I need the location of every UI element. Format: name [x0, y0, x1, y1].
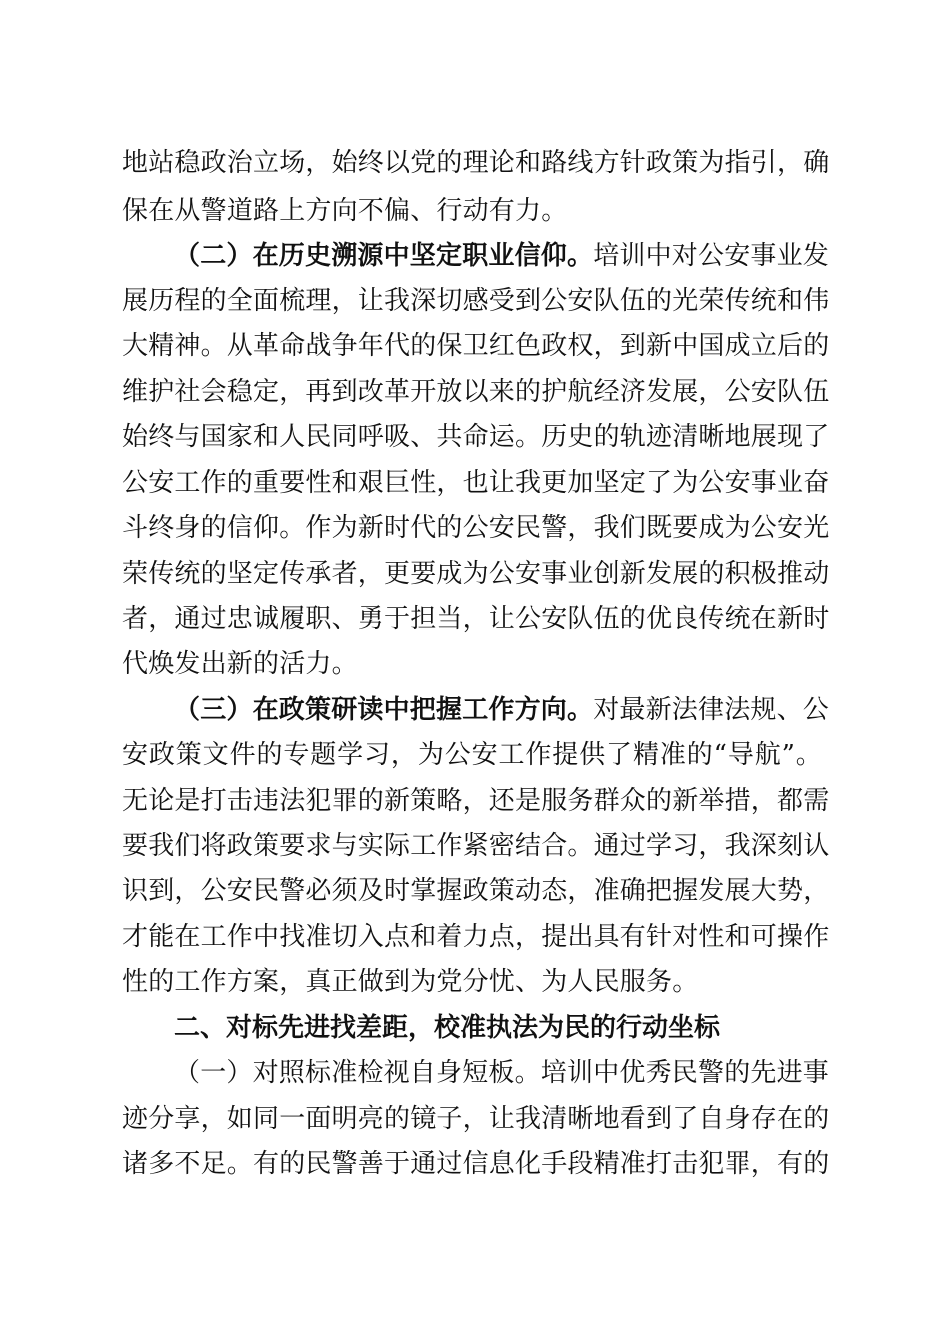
text-line: 要我们将政策要求与实际工作紧密结合。通过学习，我深刻认: [122, 831, 830, 861]
text-line: 地站稳政治立场，始终以党的理论和路线方针政策为指引，确: [122, 148, 830, 178]
paragraph-first-line: （一）对照标准检视自身短板。培训中优秀民警的先进事: [174, 1058, 830, 1088]
text-line: 斗终身的信仰。作为新时代的公安民警，我们既要成为公安光: [122, 513, 830, 543]
text-line: 保在从警道路上方向不偏、行动有力。: [122, 196, 568, 226]
section-heading: 二、对标先进找差距，校准执法为民的行动坐标: [174, 1013, 721, 1043]
text-line: 性的工作方案，真正做到为党分忧、为人民服务。: [122, 967, 699, 997]
text-line: 迹分享，如同一面明亮的镜子，让我清晰地看到了自身存在的: [122, 1104, 830, 1134]
text-line: 荣传统的坚定传承者，更要成为公安事业创新发展的积极推动: [122, 559, 830, 589]
text-line: 大精神。从革命战争年代的保卫红色政权，到新中国成立后的: [122, 331, 830, 361]
subsection-title: （三）在政策研读中把握工作方向。: [174, 695, 594, 725]
text-line: 公安工作的重要性和艰巨性，也让我更加坚定了为公安事业奋: [122, 468, 830, 498]
subsection-title: （二）在历史溯源中坚定职业信仰。: [174, 241, 594, 271]
text-line: 识到，公安民警必须及时掌握政策动态，准确把握发展大势，: [122, 876, 830, 906]
paragraph-first-line: [174, 692, 830, 728]
text-line: 安政策文件的专题学习，为公安工作提供了精准的“导航”。: [122, 740, 822, 770]
text-line: 无论是打击违法犯罪的新策略，还是服务群众的新举措，都需: [122, 786, 830, 816]
text-line: 者，通过忠诚履职、勇于担当，让公安队伍的优良传统在新时: [122, 604, 830, 634]
text-line: 展历程的全面梳理，让我深切感受到公安队伍的光荣传统和伟: [122, 286, 830, 316]
text-line: 代焕发出新的活力。: [122, 649, 358, 679]
text-line: 才能在工作中找准切入点和着力点，提出具有针对性和可操作: [122, 922, 830, 952]
text-run: 对最新法律法规、公: [593, 695, 830, 725]
text-line: 诸多不足。有的民警善于通过信息化手段精准打击犯罪，有的: [122, 1149, 830, 1179]
text-line: 维护社会稳定，再到改革开放以来的护航经济发展，公安队伍: [122, 377, 830, 407]
text-run: 培训中对公安事业发: [593, 241, 830, 271]
paragraph-first-line: [174, 238, 830, 274]
text-line: 始终与国家和人民同呼吸、共命运。历史的轨迹清晰地展现了: [122, 422, 830, 452]
